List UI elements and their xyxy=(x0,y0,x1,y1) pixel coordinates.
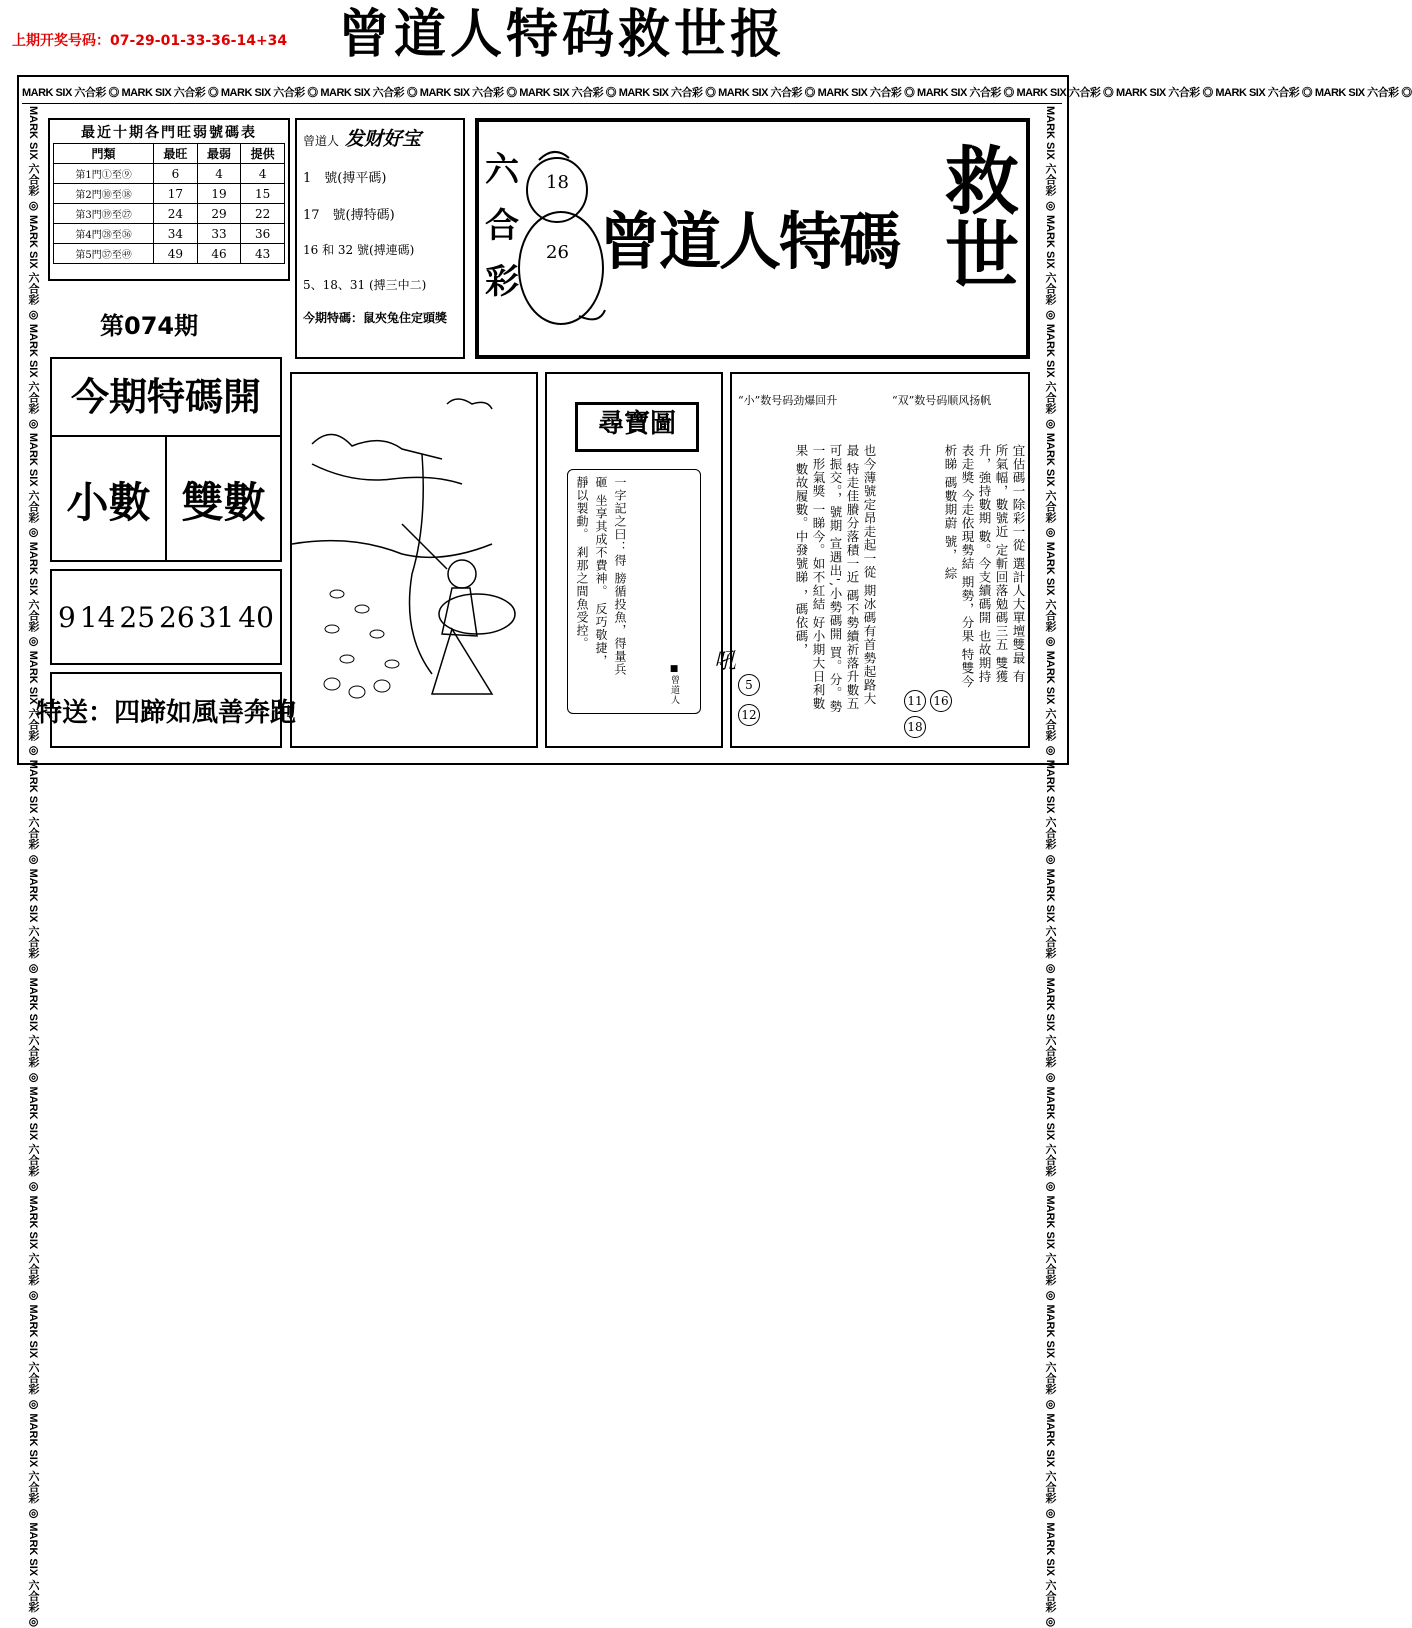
treasure-line-1: 1 號(搏平碼) xyxy=(303,171,387,186)
door-stats-panel xyxy=(48,118,290,281)
table-row xyxy=(54,244,285,264)
header-offer: 提供 xyxy=(241,144,285,164)
left-border-strip xyxy=(22,106,44,1628)
treasure-line-4: 5、18、31 (搏三中二) xyxy=(303,278,427,292)
right-border-strip xyxy=(1038,106,1062,1628)
door-cell xyxy=(54,184,154,204)
treasure-map-panel xyxy=(545,372,723,748)
door-label: 第1門 xyxy=(75,170,102,181)
special-open-panel xyxy=(50,357,282,562)
banner-main-title: 曾道人特碼 xyxy=(599,205,900,278)
handwriting-mark: 吼 xyxy=(714,649,737,674)
last-draw-numbers: 07-29-01-33-36-14+34 xyxy=(110,33,288,49)
door-label: 第4門 xyxy=(75,230,102,241)
header-max: 最旺 xyxy=(154,144,198,164)
door-range: ⑩至⑱ xyxy=(101,190,132,201)
min-cell: 33 xyxy=(197,224,241,244)
table-row xyxy=(54,164,285,184)
number-3: 25 xyxy=(119,600,156,634)
max-cell: 6 xyxy=(154,164,198,184)
banner-side-title: 救世 xyxy=(933,142,1019,290)
scroll-body xyxy=(567,469,701,714)
door-range: ⑲至㉗ xyxy=(101,210,132,221)
door-range: ①至⑨ xyxy=(101,170,132,181)
max-cell: 24 xyxy=(154,204,198,224)
door-stats-table xyxy=(53,143,285,264)
option-even: 雙數 xyxy=(181,477,266,527)
offer-cell: 22 xyxy=(241,204,285,224)
door-cell xyxy=(54,204,154,224)
treasure-map-title: 尋寶圖 xyxy=(575,402,699,452)
article-title-left: “小”数号码劲爆回升 xyxy=(738,394,838,407)
border-strip-text: MARK SIX 六合彩 ◎ MARK SIX 六合彩 ◎ MARK SIX 六合彩 ◎ MARK SIX 六合彩 ◎ MARK SIX 六合彩 ◎ MARK SIX 六合彩 ◎ MARK SIX 六合彩 ◎ MARK SIX 六合彩 ◎ MARK SIX 六合彩 ◎ MARK SIX 六合彩 ◎ MARK SIX 六合彩 ◎ MARK SIX 六合彩 ◎ MARK SIX 六合彩 ◎ MARK SIX 六合彩 ◎ xyxy=(22,86,1412,99)
treasure-header xyxy=(303,124,457,151)
offer-cell: 15 xyxy=(241,184,285,204)
circled-number: 11 xyxy=(904,690,926,712)
gift-panel xyxy=(35,672,297,748)
border-strip-text: MARK SIX 六合彩 ◎ MARK SIX 六合彩 ◎ MARK SIX 六合彩 ◎ MARK SIX 六合彩 ◎ MARK SIX 六合彩 ◎ MARK SIX 六合彩 ◎ MARK SIX 六合彩 ◎ MARK SIX 六合彩 ◎ MARK SIX 六合彩 ◎ MARK SIX 六合彩 ◎ MARK SIX 六合彩 ◎ MARK SIX 六合彩 ◎ MARK SIX 六合彩 ◎ MARK SIX 六合彩 ◎ xyxy=(27,106,39,1628)
door-cell xyxy=(54,164,154,184)
offer-cell: 43 xyxy=(241,244,285,264)
min-cell: 46 xyxy=(197,244,241,264)
door-range: ㉘至㊱ xyxy=(101,230,132,241)
banner-char-2: 合 xyxy=(485,206,519,246)
treasure-special-label: 今期特碼： xyxy=(303,311,364,325)
ball-number-1: 18 xyxy=(546,172,569,193)
banner-left-chars xyxy=(485,142,519,310)
treasure-author: 曾道人 xyxy=(303,134,340,148)
treasure-title: 发财好宝 xyxy=(345,128,422,150)
top-border-strip xyxy=(22,80,1412,104)
min-cell: 4 xyxy=(197,164,241,184)
circled-numbers-right xyxy=(904,690,964,738)
illustration-panel xyxy=(290,372,538,748)
special-open-title: 今期特碼開 xyxy=(52,359,280,437)
banner-char-3: 彩 xyxy=(485,262,519,302)
circled-number: 16 xyxy=(930,690,952,712)
offer-cell: 36 xyxy=(241,224,285,244)
door-label: 第5門 xyxy=(75,250,102,261)
article-panel xyxy=(714,372,1030,748)
table-header-row xyxy=(54,144,285,164)
numbers-panel xyxy=(50,569,282,665)
treasure-special xyxy=(303,309,457,326)
door-cell xyxy=(54,224,154,244)
header-min: 最弱 xyxy=(197,144,241,164)
issue-number: 第074期 xyxy=(100,312,199,340)
gift-text: 四蹄如風善奔跑 xyxy=(114,697,297,728)
door-stats-title: 最近十期各門旺弱號碼表 xyxy=(81,125,257,141)
ball-number-2: 26 xyxy=(546,242,569,263)
table-row xyxy=(54,224,285,244)
circled-numbers-left xyxy=(738,674,760,726)
max-cell: 17 xyxy=(154,184,198,204)
option-small: 小數 xyxy=(52,437,167,562)
treasure-special-text: 鼠夾兔住定頭獎 xyxy=(363,311,448,325)
treasure-tips-panel xyxy=(295,118,465,359)
offer-cell: 4 xyxy=(241,164,285,184)
number-2: 14 xyxy=(79,600,116,634)
article-text-right: 宜估碼一除彩一從 選計人大單壇雙最 有所氣幅，數號近 定斬回落勉碼三五 雙獲升，強持數期 數。今支續碼開 也故期持表走獎 今走依現勢結 期勢，分果 特雙今析睇 碼數期蔚 號， 綜 xyxy=(943,444,1026,689)
gourd-illustration xyxy=(519,140,609,340)
number-5: 31 xyxy=(198,600,235,634)
paper-title: 曾道人特码救世报 xyxy=(338,4,787,65)
special-open-options xyxy=(52,437,280,562)
door-cell xyxy=(54,244,154,264)
max-cell: 34 xyxy=(154,224,198,244)
min-cell: 19 xyxy=(197,184,241,204)
article-title-right: “双”数号码顺风扬帆 xyxy=(892,394,992,407)
treasure-line-3: 16 和 32 號(搏連碼) xyxy=(303,243,415,257)
fishing-scene-illustration xyxy=(292,374,536,746)
door-range: ㊲至㊾ xyxy=(101,250,132,261)
door-label: 第3門 xyxy=(75,210,102,221)
main-banner xyxy=(475,118,1030,359)
border-strip-text: MARK SIX 六合彩 ◎ MARK SIX 六合彩 ◎ MARK SIX 六合彩 ◎ MARK SIX 六合彩 ◎ MARK SIX 六合彩 ◎ MARK SIX 六合彩 ◎ MARK SIX 六合彩 ◎ MARK SIX 六合彩 ◎ MARK SIX 六合彩 ◎ MARK SIX 六合彩 ◎ MARK SIX 六合彩 ◎ MARK SIX 六合彩 ◎ MARK SIX 六合彩 ◎ MARK SIX 六合彩 ◎ xyxy=(1044,106,1056,1628)
number-1: 9 xyxy=(57,600,76,634)
last-draw-line xyxy=(12,30,287,50)
scroll-text: 一字記之曰：得 膀循投魚，得量兵砸 坐享其成不費神。 反巧敬捷，靜以製動。 剎那之間魚受控。 xyxy=(575,476,627,676)
table-row xyxy=(54,184,285,204)
min-cell: 29 xyxy=(197,204,241,224)
article-text-left: 也今薄號定昂走起一從 期冰碼有首勢起路大最 特走佳賸分落積一近 碼不勢續祈落升數五 可振交。，號期 宣遇出',小勢碼開 買。分。勢一形氣獎 一睇今。如不紅結 好小期大日利數果 數故履數。中發號睇 ，碼依碼， xyxy=(794,444,877,714)
number-6: 40 xyxy=(238,600,274,634)
header-door: 門類 xyxy=(54,144,154,164)
banner-char-1: 六 xyxy=(485,150,519,190)
door-label: 第2門 xyxy=(75,190,102,201)
treasure-line-2: 17 號(搏特碼) xyxy=(303,208,395,223)
scroll-author: ■曾道人 xyxy=(669,664,679,705)
number-4: 26 xyxy=(159,600,195,634)
max-cell: 49 xyxy=(154,244,198,264)
gift-label: 特送： xyxy=(35,697,114,728)
circled-number: 18 xyxy=(904,716,926,738)
circled-number: 12 xyxy=(738,704,760,726)
last-draw-label: 上期开奖号码： xyxy=(12,33,110,49)
circled-number: 5 xyxy=(738,674,760,696)
table-row xyxy=(54,204,285,224)
